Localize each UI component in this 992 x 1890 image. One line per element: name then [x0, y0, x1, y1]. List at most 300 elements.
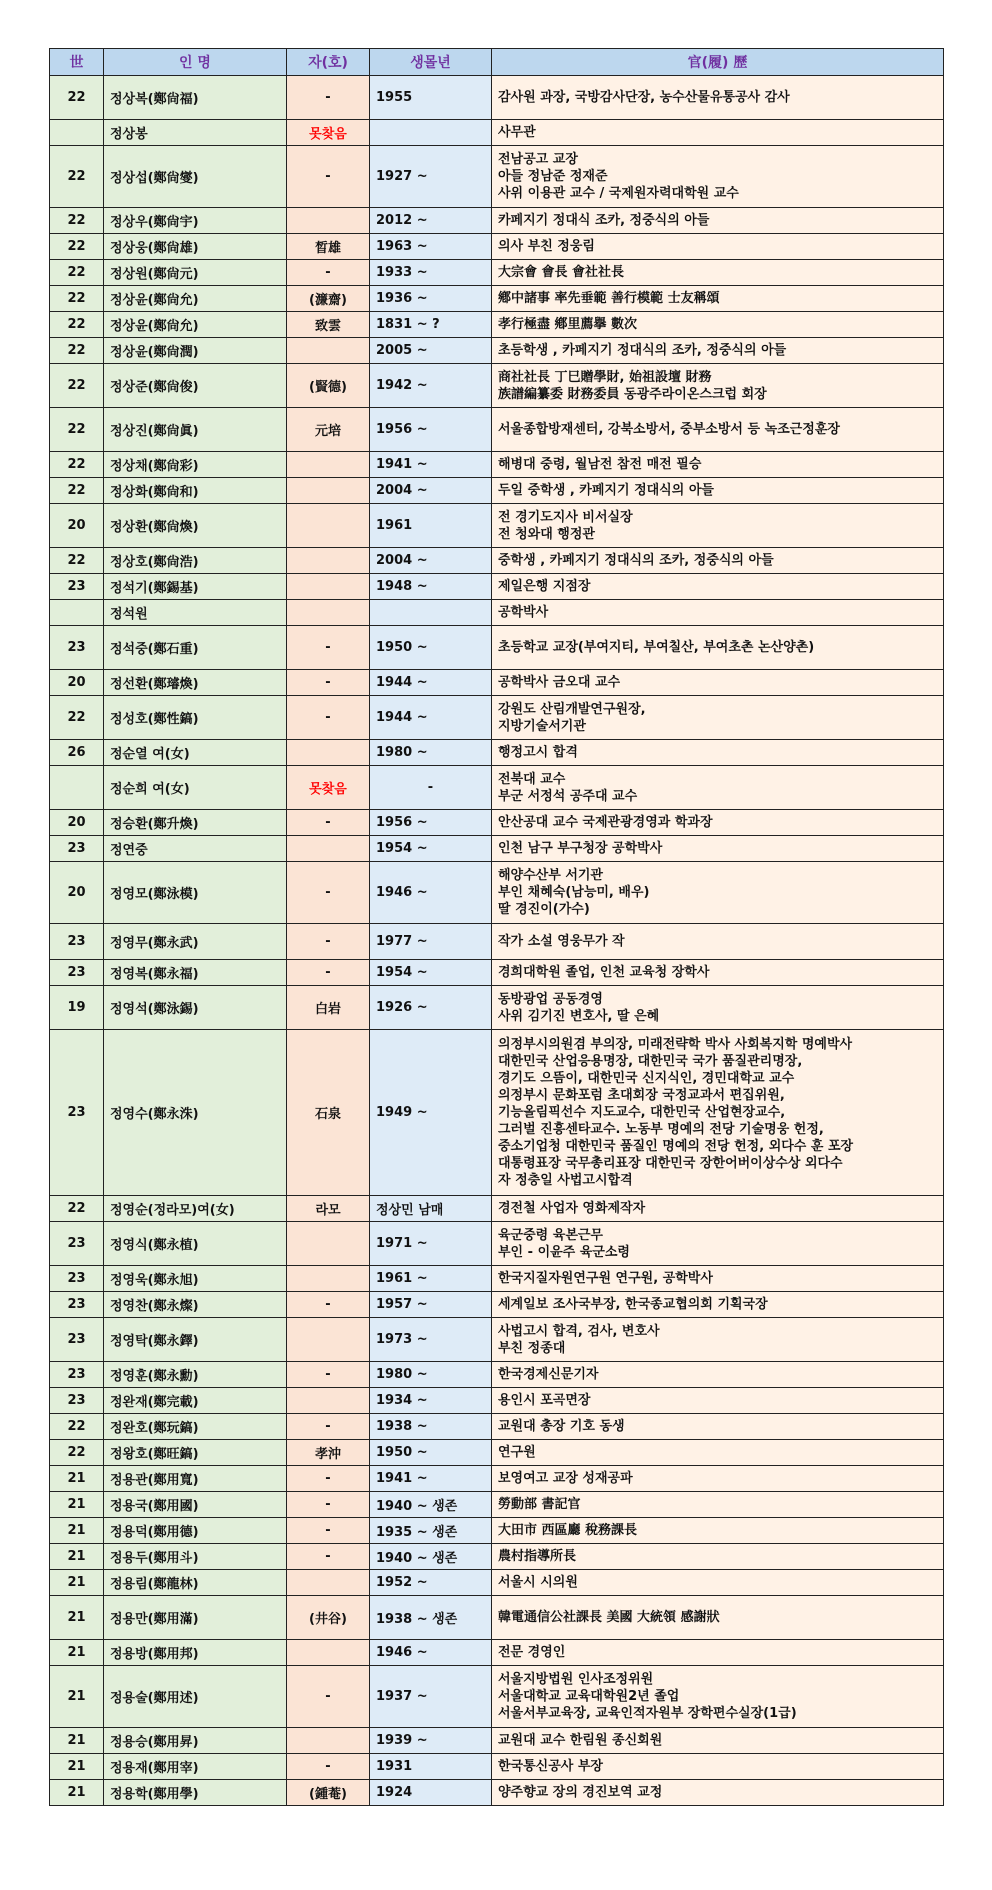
name-cell: 정영식(鄭永植) [104, 1222, 287, 1266]
generation-cell: 23 [50, 1266, 104, 1292]
name-cell: 정석중(鄭石重) [104, 626, 287, 670]
table-row [50, 1466, 944, 1492]
generation-cell: 21 [50, 1780, 104, 1806]
birth-year-cell [370, 1362, 492, 1388]
pen-name-cell: - [287, 960, 370, 986]
birth-year-cell [370, 766, 492, 810]
generation-cell: 23 [50, 960, 104, 986]
table-row [50, 1414, 944, 1440]
pen-name-cell: - [287, 1544, 370, 1570]
table-row [50, 1780, 944, 1806]
career-cell [492, 312, 944, 338]
birth-year-cell [370, 574, 492, 600]
name-cell: 정상웅(鄭尙雄) [104, 234, 287, 260]
generation-cell: 20 [50, 862, 104, 924]
generation-cell: 19 [50, 986, 104, 1030]
birth-year-cell [370, 1492, 492, 1518]
birth-year-text: 1948 ~ [376, 579, 428, 594]
pen-name-cell [287, 548, 370, 574]
table-row [50, 208, 944, 234]
career-line: 중소기업청 대한민국 품질인 명예의 전당 헌정, 외다수 훈 포장 [498, 1139, 854, 1154]
pen-name-cell [287, 1388, 370, 1414]
birth-year-text: 1952 ~ [376, 1575, 428, 1590]
name-cell: 정상윤(鄭尙允) [104, 286, 287, 312]
career-cell [492, 1222, 944, 1266]
birth-year-text: 2004 ~ [376, 553, 428, 568]
birth-year-cell [370, 1544, 492, 1570]
name-cell: 정용림(鄭龍林) [104, 1570, 287, 1596]
table-row [50, 960, 944, 986]
career-line: 大宗會 會長 會社社長 [498, 265, 625, 280]
career-line: 공학박사 금오대 교수 [498, 675, 621, 690]
career-cell [492, 960, 944, 986]
generation-cell: 22 [50, 208, 104, 234]
career-cell [492, 1666, 944, 1728]
career-line: 교원대 총장 기호 동생 [498, 1419, 625, 1434]
career-cell [492, 1728, 944, 1754]
birth-year-cell [370, 312, 492, 338]
table-row [50, 740, 944, 766]
table-row [50, 1292, 944, 1318]
career-line: 사위 이용관 교수 / 국제원자력대학원 교수 [498, 186, 739, 201]
name-cell: 정용재(鄭用宰) [104, 1754, 287, 1780]
generation-cell: 23 [50, 1318, 104, 1362]
career-cell [492, 924, 944, 960]
pen-name-cell: - [287, 260, 370, 286]
name-cell: 정연중 [104, 836, 287, 862]
birth-year-text: 1950 ~ [376, 640, 428, 655]
career-cell [492, 740, 944, 766]
birth-year-cell [370, 836, 492, 862]
birth-year-text: 1946 ~ [376, 1645, 428, 1660]
pen-name-cell: 晳雄 [287, 234, 370, 260]
table-row [50, 1362, 944, 1388]
birth-year-cell [370, 960, 492, 986]
birth-year-cell [370, 862, 492, 924]
career-cell [492, 208, 944, 234]
career-line: 韓電通信公社課長 美國 大統領 感謝狀 [498, 1610, 720, 1625]
career-line: 전 청와대 행정관 [498, 526, 595, 542]
name-cell: 정완호(鄭玩鎬) [104, 1414, 287, 1440]
name-cell: 정용국(鄭用國) [104, 1492, 287, 1518]
career-line: 인천 남구 부구청장 공학박사 [498, 841, 663, 856]
generation-cell [50, 766, 104, 810]
birth-year-text: 1950 ~ [376, 1445, 428, 1460]
career-line: 초등학교 교장(부여지티, 부여칠산, 부여초촌 논산양촌) [498, 640, 815, 655]
table-row [50, 1596, 944, 1640]
table-row [50, 766, 944, 810]
career-line: 양주향교 장의 경진보역 교정 [498, 1785, 663, 1800]
table-row [50, 408, 944, 452]
career-cell [492, 1754, 944, 1780]
career-line: 기능올림픽선수 지도교수, 대한민국 산업현장교수, [498, 1105, 786, 1120]
birth-year-text: 1942 ~ [376, 378, 428, 393]
name-cell: 정상진(鄭尙眞) [104, 408, 287, 452]
pen-name-cell: 孝沖 [287, 1440, 370, 1466]
birth-year-text: 2012 ~ [376, 213, 428, 228]
birth-year-text: 1944 ~ [376, 710, 428, 725]
name-cell: 정용승(鄭用昇) [104, 1728, 287, 1754]
birth-year-text: 1977 ~ [376, 934, 428, 949]
pen-name-cell [287, 1570, 370, 1596]
pen-name-cell: (賢德) [287, 364, 370, 408]
header-birth-year: 생몰년 [370, 49, 492, 76]
name-cell: 정용만(鄭用滿) [104, 1596, 287, 1640]
table-body [50, 76, 944, 1806]
name-cell: 정상채(鄭尙彩) [104, 452, 287, 478]
birth-year-cell [370, 1222, 492, 1266]
career-line: 해병대 중령, 월남전 참전 매전 필승 [498, 457, 702, 472]
generation-cell: 21 [50, 1640, 104, 1666]
career-cell [492, 1466, 944, 1492]
birth-year-cell [370, 924, 492, 960]
birth-year-cell [370, 548, 492, 574]
name-cell: 정왕호(鄭旺鎬) [104, 1440, 287, 1466]
birth-year-text: 2004 ~ [376, 483, 428, 498]
career-line: 族譜編纂委 財務委員 동광주라이온스크럽 회장 [498, 386, 767, 402]
career-line: 용인시 포곡면장 [498, 1393, 591, 1408]
generation-cell: 23 [50, 1362, 104, 1388]
table-row [50, 696, 944, 740]
generation-cell: 22 [50, 1414, 104, 1440]
pen-name-cell [287, 338, 370, 364]
birth-year-text: 1949 ~ [376, 1105, 428, 1120]
name-cell: 정상환(鄭尙煥) [104, 504, 287, 548]
generation-cell [50, 120, 104, 146]
career-line: 아들 정남준 정재준 [498, 169, 608, 184]
birth-year-cell [370, 696, 492, 740]
pen-name-cell: - [287, 626, 370, 670]
generation-cell: 22 [50, 1440, 104, 1466]
table-row [50, 1222, 944, 1266]
generation-cell: 26 [50, 740, 104, 766]
birth-year-cell [370, 1414, 492, 1440]
name-cell: 정상윤(鄭尙潤) [104, 338, 287, 364]
career-line: 공학박사 [498, 605, 549, 620]
name-cell: 정상화(鄭尙和) [104, 478, 287, 504]
table-row [50, 1030, 944, 1196]
career-line: 서울서부교육장, 교육인적자원부 장학편수실장(1급) [498, 1706, 797, 1721]
generation-cell: 21 [50, 1466, 104, 1492]
career-line: 大田市 西區廳 稅務課長 [498, 1523, 638, 1538]
birth-year-cell [370, 740, 492, 766]
name-cell: 정영복(鄭永福) [104, 960, 287, 986]
career-line: 자 정충일 사법고시합격 [498, 1173, 633, 1188]
birth-year-text: 1926 ~ [376, 1000, 428, 1015]
birth-year-text: 1957 ~ [376, 1297, 428, 1312]
career-cell [492, 1388, 944, 1414]
generation-cell: 23 [50, 1222, 104, 1266]
pen-name-cell: - [287, 810, 370, 836]
career-cell [492, 1318, 944, 1362]
generation-cell: 21 [50, 1570, 104, 1596]
table-row [50, 452, 944, 478]
career-cell [492, 1440, 944, 1466]
birth-year-cell [370, 408, 492, 452]
career-line: 행정고시 합격 [498, 745, 578, 760]
pen-name-cell: - [287, 1362, 370, 1388]
generation-cell: 22 [50, 76, 104, 120]
table-row [50, 478, 944, 504]
pen-name-cell: - [287, 1466, 370, 1492]
birth-year-cell [370, 286, 492, 312]
name-cell: 정영탁(鄭永鐸) [104, 1318, 287, 1362]
career-cell [492, 234, 944, 260]
career-cell [492, 338, 944, 364]
birth-year-cell [370, 234, 492, 260]
career-line: 그러벌 진흥센타교수. 노동부 명예의 전당 기술명웅 헌정, [498, 1122, 824, 1137]
generation-cell: 21 [50, 1544, 104, 1570]
genealogy-table [49, 48, 944, 1806]
table-row [50, 1570, 944, 1596]
name-cell: 정영수(鄭永洙) [104, 1030, 287, 1196]
birth-year-text: 1963 ~ [376, 239, 428, 254]
generation-cell: 23 [50, 574, 104, 600]
pen-name-cell: 라모 [287, 1196, 370, 1222]
pen-name-cell [287, 1222, 370, 1266]
birth-year-cell [370, 1780, 492, 1806]
birth-year-text: 1831 ~ ? [376, 317, 440, 332]
birth-year-cell [370, 1640, 492, 1666]
table-row [50, 312, 944, 338]
birth-year-cell [370, 1570, 492, 1596]
generation-cell: 20 [50, 810, 104, 836]
birth-year-text: 1938 ~ 생존 [376, 1612, 458, 1627]
generation-cell: 22 [50, 338, 104, 364]
birth-year-text: 1955 [376, 90, 413, 105]
career-line: 부인 채혜숙(남능미, 배우) [498, 885, 650, 900]
career-line: 孝行極盡 鄕里薦擧 數次 [498, 317, 638, 332]
generation-cell: 23 [50, 626, 104, 670]
career-cell [492, 1196, 944, 1222]
pen-name-cell: - [287, 1754, 370, 1780]
career-cell [492, 574, 944, 600]
birth-year-text: 1935 ~ 생존 [376, 1525, 458, 1540]
career-line: 부친 정종대 [498, 1340, 566, 1356]
career-cell [492, 1362, 944, 1388]
career-line: 의정부시의원겸 부의장, 미래전략학 박사 사회복지학 명예박사 [498, 1037, 853, 1052]
name-cell: 정용방(鄭用邦) [104, 1640, 287, 1666]
generation-cell: 22 [50, 364, 104, 408]
career-line: 초등학생 , 카페지기 정대식의 조카, 정중식의 아들 [498, 343, 787, 358]
name-cell: 정영순(정라모)여(女) [104, 1196, 287, 1222]
birth-year-text: 1941 ~ [376, 457, 428, 472]
generation-cell: 23 [50, 924, 104, 960]
table-row [50, 504, 944, 548]
birth-year-text: 1934 ~ [376, 1393, 428, 1408]
career-cell [492, 862, 944, 924]
career-cell [492, 1266, 944, 1292]
pen-name-cell [287, 452, 370, 478]
career-line: 지방기술서기관 [498, 718, 586, 734]
pen-name-cell [287, 1318, 370, 1362]
career-line: 강원도 산림개발연구원장, [498, 701, 646, 717]
career-cell [492, 600, 944, 626]
birth-year-cell [370, 1440, 492, 1466]
generation-cell: 23 [50, 836, 104, 862]
career-cell [492, 1544, 944, 1570]
career-line: 부군 서정석 공주대 교수 [498, 788, 638, 804]
generation-cell: 21 [50, 1666, 104, 1728]
table-row [50, 338, 944, 364]
generation-cell [50, 600, 104, 626]
career-line: 대통령표장 국무총리표장 대한민국 장한어버이상수상 외다수 [498, 1156, 843, 1171]
career-cell [492, 364, 944, 408]
career-line: 서울대학교 교육대학원2년 졸업 [498, 1689, 680, 1704]
pen-name-cell: - [287, 1292, 370, 1318]
birth-year-text: 2005 ~ [376, 343, 428, 358]
pen-name-cell [287, 1266, 370, 1292]
table-row [50, 146, 944, 208]
name-cell: 정영모(鄭泳模) [104, 862, 287, 924]
pen-name-cell: 못찾음 [287, 766, 370, 810]
birth-year-cell [370, 1318, 492, 1362]
birth-year-cell [370, 76, 492, 120]
birth-year-cell [370, 810, 492, 836]
pen-name-cell: - [287, 862, 370, 924]
pen-name-cell: (鍾菴) [287, 1780, 370, 1806]
pen-name-cell: - [287, 1492, 370, 1518]
birth-year-text: 1961 [376, 518, 413, 533]
name-cell: 정영욱(鄭永旭) [104, 1266, 287, 1292]
career-line: 경기도 으뜸이, 대한민국 신지식인, 경민대학교 교수 [498, 1071, 795, 1086]
generation-cell: 23 [50, 1292, 104, 1318]
generation-cell: 22 [50, 286, 104, 312]
name-cell: 정석기(鄭錫基) [104, 574, 287, 600]
table-row [50, 234, 944, 260]
birth-year-text: 1956 ~ [376, 815, 428, 830]
header-generation: 世 [50, 49, 104, 76]
pen-name-cell: 石泉 [287, 1030, 370, 1196]
name-cell: 정상윤(鄭尙允) [104, 312, 287, 338]
career-cell [492, 1780, 944, 1806]
birth-year-cell [370, 1388, 492, 1414]
birth-year-text: 1946 ~ [376, 885, 428, 900]
birth-year-cell [370, 1666, 492, 1728]
table-row [50, 600, 944, 626]
generation-cell: 21 [50, 1518, 104, 1544]
table-row [50, 548, 944, 574]
birth-year-cell [370, 1596, 492, 1640]
career-line: 한국지질자원연구원 연구원, 공학박사 [498, 1271, 713, 1286]
birth-year-cell [370, 626, 492, 670]
career-line: 鄕中諸事 率先垂範 善行模範 士友稱頌 [498, 291, 720, 306]
pen-name-cell: 元培 [287, 408, 370, 452]
birth-year-text: 1941 ~ [376, 1471, 428, 1486]
table-row [50, 1196, 944, 1222]
name-cell: 정상봉 [104, 120, 287, 146]
name-cell: 정상원(鄭尙元) [104, 260, 287, 286]
generation-cell: 22 [50, 260, 104, 286]
table-row [50, 1492, 944, 1518]
table-row [50, 1666, 944, 1728]
pen-name-cell [287, 1728, 370, 1754]
table-row [50, 1728, 944, 1754]
career-cell [492, 548, 944, 574]
name-cell: 정용덕(鄭用德) [104, 1518, 287, 1544]
career-line: 서울시 시의원 [498, 1575, 578, 1590]
birth-year-cell [370, 1518, 492, 1544]
career-line: 부인 - 이윤주 육군소령 [498, 1244, 630, 1260]
career-line: 중학생 , 카페지기 정대식의 조카, 정중식의 아들 [498, 553, 774, 568]
birth-year-cell [370, 600, 492, 626]
pen-name-cell: (井谷) [287, 1596, 370, 1640]
pen-name-cell [287, 836, 370, 862]
generation-cell: 22 [50, 1196, 104, 1222]
name-cell: 정영무(鄭永武) [104, 924, 287, 960]
table-row [50, 574, 944, 600]
career-cell [492, 260, 944, 286]
table-row [50, 1440, 944, 1466]
generation-cell: 22 [50, 234, 104, 260]
career-cell [492, 76, 944, 120]
table-row [50, 1388, 944, 1414]
pen-name-cell: 白岩 [287, 986, 370, 1030]
career-line: 한국경제신문기자 [498, 1367, 599, 1382]
name-cell: 정승환(鄭升煥) [104, 810, 287, 836]
birth-year-text: 1931 [376, 1759, 413, 1774]
pen-name-cell [287, 504, 370, 548]
career-cell [492, 1492, 944, 1518]
header-career: 官(履) 歷 [492, 49, 944, 76]
career-line: 동방광업 공동경영 [498, 991, 603, 1007]
birth-year-text: 1927 ~ [376, 169, 428, 184]
table-row [50, 120, 944, 146]
career-line: 육군중령 육본근무 [498, 1227, 603, 1243]
name-cell: 정용술(鄭用述) [104, 1666, 287, 1728]
career-cell [492, 766, 944, 810]
birth-year-text: 1954 ~ [376, 965, 428, 980]
career-line: 경희대학원 졸업, 인천 교육청 장학사 [498, 965, 710, 980]
generation-cell: 21 [50, 1754, 104, 1780]
header-pen-name: 자(호) [287, 49, 370, 76]
birth-year-text: 1980 ~ [376, 745, 428, 760]
genealogy-table-sheet [49, 48, 943, 1806]
career-line: 서울종합방재센터, 강북소방서, 중부소방서 등 녹조근정훈장 [498, 422, 840, 437]
table-row [50, 1754, 944, 1780]
name-cell: 정영석(鄭泳錫) [104, 986, 287, 1030]
birth-year-cell [370, 338, 492, 364]
career-line: 제일은행 지점장 [498, 579, 591, 594]
name-cell: 정선환(鄭璿煥) [104, 670, 287, 696]
career-line: 전문 경영인 [498, 1645, 566, 1660]
name-cell: 정용관(鄭用寬) [104, 1466, 287, 1492]
career-line: 해양수산부 서기관 [498, 868, 603, 883]
career-line: 전북대 교수 [498, 771, 566, 787]
birth-year-text: 1980 ~ [376, 1367, 428, 1382]
generation-cell: 20 [50, 670, 104, 696]
career-line: 세계일보 조사국부장, 한국종교협의회 기획국장 [498, 1297, 768, 1312]
table-row [50, 810, 944, 836]
table-row [50, 1518, 944, 1544]
birth-year-text: 1973 ~ [376, 1332, 428, 1347]
career-cell [492, 1570, 944, 1596]
career-line: 의사 부친 정웅림 [498, 239, 595, 254]
birth-year-cell [370, 146, 492, 208]
generation-cell: 22 [50, 408, 104, 452]
career-line: 전남공고 교장 [498, 152, 578, 167]
career-line: 딸 경진이(가수) [498, 902, 590, 917]
pen-name-cell [287, 600, 370, 626]
birth-year-text: 1956 ~ [376, 422, 428, 437]
career-cell [492, 286, 944, 312]
pen-name-cell: - [287, 1518, 370, 1544]
pen-name-cell [287, 574, 370, 600]
name-cell: 정용두(鄭用斗) [104, 1544, 287, 1570]
name-cell: 정순열 여(女) [104, 740, 287, 766]
career-cell [492, 626, 944, 670]
header-name: 인 명 [104, 49, 287, 76]
